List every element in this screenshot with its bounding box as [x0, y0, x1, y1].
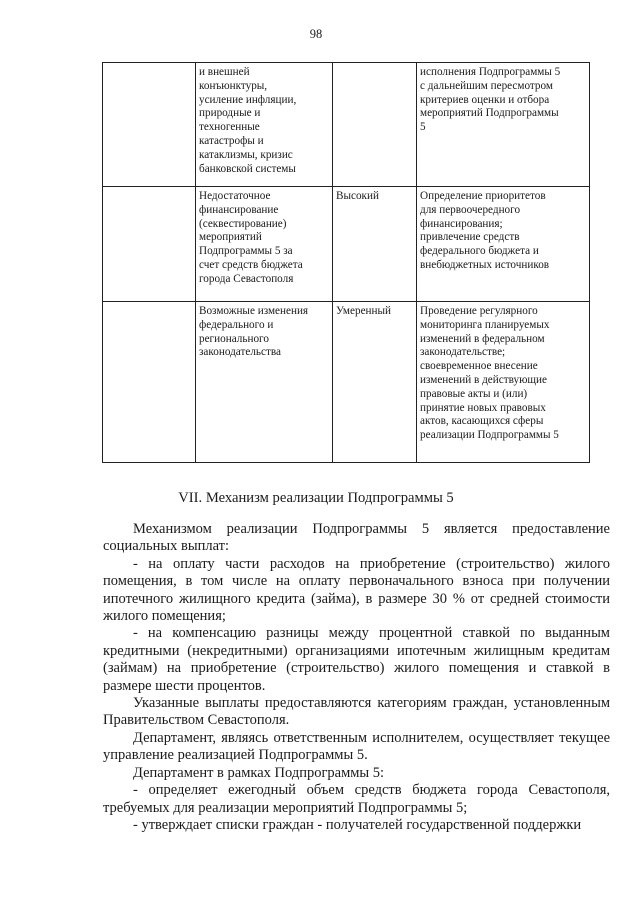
table-row: [103, 187, 590, 302]
table-cell-empty: [103, 302, 196, 463]
table-cell-risk: Возможные изменения федерального и регионального законодательства: [196, 302, 333, 463]
table-cell-empty: [103, 63, 196, 187]
table-cell-risk: и внешней конъюнктуры, усиление инфляции, природные и техногенные катастрофы и катаклизмы, кризис банковской системы: [196, 63, 333, 187]
table-cell-measures: Проведение регулярного мониторинга планируемых изменений в федеральном законодательстве; своевременное внесение изменений в действующие правовые акты и (или) принятие новых правовых актов, касающихся сферы реализации Подпрограммы 5: [417, 302, 590, 463]
table-cell-measures: исполнения Подпрограммы 5 с дальнейшим пересмотром критериев оценки и отбора мероприятий Подпрограммы 5: [417, 63, 590, 187]
table-row: [103, 63, 590, 187]
risk-table: [102, 62, 590, 463]
paragraph: - на оплату части расходов на приобретение (строительство) жилого помещения, в том числе на оплату первоначального взноса при получении ипотечного жилищного кредита (займа), в размере 30 % от средней стоимости жилого помещения;: [103, 555, 610, 625]
paragraph: Механизмом реализации Подпрограммы 5 является предоставление социальных выплат:: [103, 521, 610, 555]
table-row: [103, 302, 590, 463]
table-cell-level: [333, 63, 417, 187]
body-text: [103, 521, 610, 834]
paragraph: - утверждает списки граждан - получателей государственной поддержки: [133, 816, 582, 833]
table-cell-level: Высокий: [333, 187, 417, 302]
table-cell-measures: Определение приоритетов для первоочередного финансирования; привлечение средств федерального бюджета и внебюджетных источников: [417, 187, 590, 302]
table-cell-empty: [103, 187, 196, 302]
paragraph: - определяет ежегодный объем средств бюджета города Севастополя, требуемых для реализации мероприятий Подпрограммы 5;: [103, 782, 610, 816]
table-cell-level: Умеренный: [333, 302, 417, 463]
table-cell-risk: Недостаточное финансирование (секвестирование) мероприятий Подпрограммы 5 за счет средств бюджета города Севастополя: [196, 187, 333, 302]
paragraph: Указанные выплаты предоставляются категориям граждан, установленным Правительством Севастополя.: [103, 695, 610, 729]
page-number: 98: [309, 27, 323, 41]
section-heading: VII. Механизм реализации Подпрограммы 5: [178, 490, 454, 506]
paragraph: Департамент в рамках Подпрограммы 5:: [133, 764, 385, 781]
paragraph: - на компенсацию разницы между процентной ставкой по выданным кредитными (некредитными) организациями ипотечным жилищным кредитам (займам) на приобретение (строительство) жилого помещения и ставкой в размере шести процентов.: [103, 625, 610, 694]
paragraph: Департамент, являясь ответственным исполнителем, осуществляет текущее управление реализацией Подпрограммы 5.: [103, 729, 610, 764]
